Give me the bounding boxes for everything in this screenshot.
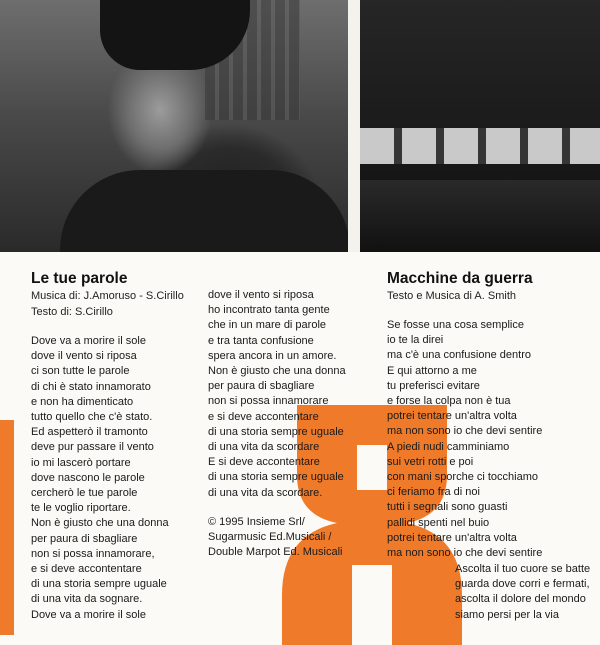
lyric-line: Non è giusto che una donna xyxy=(31,517,169,530)
lyric-line: e forse la colpa non è tua xyxy=(387,395,511,408)
lyric-line: non si possa innamorare, xyxy=(31,547,155,560)
lyric-line: e si deve accontentare xyxy=(31,563,142,576)
lyric-line: sui vetri rotti e poi xyxy=(387,455,474,468)
lyric-line: Se fosse una cosa semplice xyxy=(387,319,524,331)
lyric-line: e si deve accontentare xyxy=(208,410,319,423)
lyric-line: Ascolta il tuo cuore se batte xyxy=(455,563,591,575)
lyric-line: potrei tentare un'altra volta xyxy=(387,410,517,423)
lyric-line: pallidi spenti nel buio xyxy=(387,516,490,529)
lyric-line: tutti i segnali sono guasti xyxy=(387,501,508,514)
lyric-line: io te la direi xyxy=(387,334,444,347)
right-song-title: Macchine da guerra xyxy=(387,270,533,287)
lyric-line: di una vita da scordare xyxy=(208,441,320,454)
lyric-line: di una storia sempre uguale xyxy=(31,578,167,591)
lyric-line: per paura di sbagliare xyxy=(208,380,315,393)
photo-street xyxy=(360,180,600,252)
lyric-line: guarda dove corri e fermati, xyxy=(455,578,590,591)
lyric-line: spera ancora in un amore. xyxy=(208,349,337,362)
copyright-line: © 1995 Insieme Srl/ xyxy=(208,516,305,528)
photo-gutter xyxy=(348,0,360,252)
lyric-line: ascolta il dolore del mondo xyxy=(455,593,586,606)
lyric-line: di una storia sempre uguale xyxy=(208,425,344,438)
lyric-line: potrei tentare un'altra volta xyxy=(387,531,517,544)
lyric-line: dove nascono le parole xyxy=(31,471,145,484)
lyric-line: di una storia sempre uguale xyxy=(208,471,344,484)
lyric-line: E si deve accontentare xyxy=(208,456,320,469)
lyric-line: e non ha dimenticato xyxy=(31,395,134,408)
lyric-line: ho incontrato tanta gente xyxy=(208,304,330,317)
left-song-title: Le tue parole xyxy=(31,270,128,287)
lyric-line: ma c'è una confusione dentro xyxy=(387,349,531,362)
lyric-line: ma non sono io che devi sentire xyxy=(387,547,543,560)
lyric-line: con mani sporche ci tocchiamo xyxy=(387,471,539,484)
orange-accent-strip xyxy=(0,420,14,635)
lyric-line: A piedi nudi camminiamo xyxy=(387,440,510,453)
right-song-lyrics-indented xyxy=(455,562,590,623)
lyric-line: dove il vento si riposa xyxy=(208,289,314,301)
copyright-line: Double Marpot Ed. Musicali xyxy=(208,546,343,559)
lyric-line: dove il vento si riposa xyxy=(31,350,137,363)
right-song-lyrics xyxy=(387,318,542,561)
lyric-line: di una vita da sognare. xyxy=(31,593,143,606)
copyright-notice xyxy=(208,515,343,561)
left-song-lyrics-column-2 xyxy=(208,288,346,501)
lyric-line: ci son tutte le parole xyxy=(31,365,130,378)
lyric-line: e tra tanta confusione xyxy=(208,334,314,347)
lyric-line: tu preferisci evitare xyxy=(387,379,480,392)
left-song-lyrics-column-1 xyxy=(31,334,169,623)
copyright-line: Sugarmusic Ed.Musicali / xyxy=(208,531,332,544)
photo-left xyxy=(0,0,348,252)
photo-right xyxy=(360,0,600,252)
lyric-line: Dove va a morire il sole xyxy=(31,335,146,347)
lyric-line: te le voglio riportare. xyxy=(31,502,131,515)
photo-storefront-lights xyxy=(360,128,600,164)
lyric-line: siamo persi per la via xyxy=(455,608,559,621)
right-song-credit: Testo e Musica di A. Smith xyxy=(387,290,516,302)
lyric-line: Dove va a morire il sole xyxy=(31,608,146,621)
lyric-line: deve pur passare il vento xyxy=(31,441,154,454)
lyric-line: ci feriamo fra di noi xyxy=(387,486,480,499)
lyric-line: di una vita da scordare. xyxy=(208,486,323,499)
lyric-line: di chi è stato innamorato xyxy=(31,380,151,393)
lyric-line: Non è giusto che una donna xyxy=(208,365,346,378)
lyric-line: non si possa innamorare xyxy=(208,395,329,408)
lyric-line: tutto quello che c'è stato. xyxy=(31,411,153,424)
photo-portrait-coat xyxy=(60,170,348,252)
lyric-line: E qui attorno a me xyxy=(387,364,477,377)
left-song-music-credit: Musica di: J.Amoruso - S.Cirillo xyxy=(31,290,184,302)
lyric-line: per paura di sbagliare xyxy=(31,532,138,545)
lyric-line: ma non sono io che devi sentire xyxy=(387,425,543,438)
lyric-line: io mi lascerò portare xyxy=(31,456,131,469)
left-song-lyrics-credit: Testo di: S.Cirillo xyxy=(31,306,113,318)
lyric-line: Ed aspetterò il tramonto xyxy=(31,426,148,439)
lyric-line: che in un mare di parole xyxy=(208,319,327,332)
lyric-line: cercherò le tue parole xyxy=(31,487,138,500)
